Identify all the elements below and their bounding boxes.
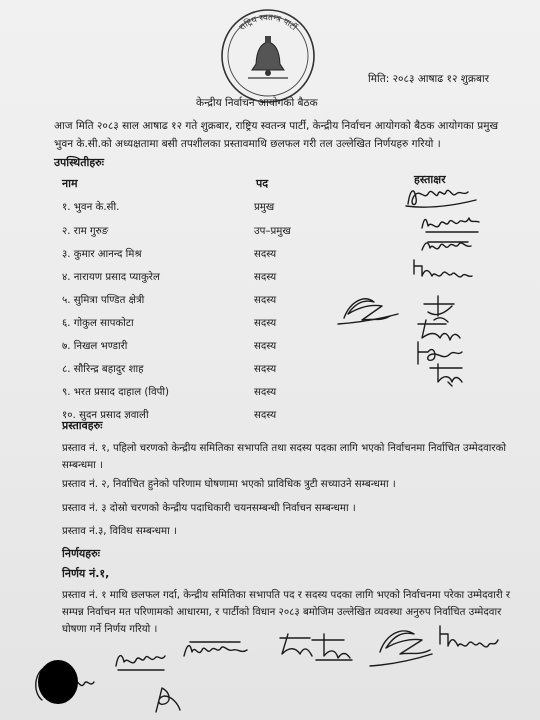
- attendee-name: १. भुवन के.सी.: [62, 202, 120, 213]
- signature-bottom-6: [366, 622, 436, 670]
- signature-bottom-8: [148, 682, 188, 716]
- signature-4: [410, 256, 480, 280]
- attendee-post: उप–प्रमुख: [254, 226, 291, 237]
- attendee-name: ६. गोकुल सापकोटा: [62, 318, 134, 329]
- attendee-post: सदस्य: [254, 341, 277, 352]
- attendees-label: उपस्थितीहरुः: [54, 156, 104, 169]
- signature-2: [418, 212, 488, 234]
- svg-text:राष्ट्रिय स्वतन्त्र पार्टी: राष्ट्रिय स्वतन्त्र पार्टी: [237, 12, 299, 33]
- signature-1: [404, 182, 484, 210]
- proposal-item: प्रस्ताव नं. ३ दोस्रो चरणको केन्द्रीय पदाधिकारी चयनसम्बन्धी निर्वाचन सम्बन्धमा ।: [62, 503, 356, 514]
- attendee-post: प्रमुख: [254, 202, 275, 213]
- proposals-label: प्रस्तावहरुः: [62, 419, 103, 432]
- attendee-name: १०. सुदन प्रसाद ज्ञवाली: [62, 410, 149, 421]
- meeting-date: मिति: २०८३ आषाढ १२ शुक्रबार: [368, 73, 489, 85]
- decisions-label: निर्णयहरुः: [62, 547, 100, 560]
- attendee-post: सदस्य: [254, 318, 277, 329]
- signature-bottom-1: [28, 644, 108, 708]
- proposal-item: प्रस्ताव नं.३, विविध सम्बन्धमा ।: [62, 526, 177, 537]
- attendee-name: ७. निखल भण्डारी: [62, 341, 128, 352]
- signature-3: [418, 236, 488, 256]
- attendee-post: सदस्य: [254, 249, 277, 260]
- signature-bottom-3: [180, 636, 260, 664]
- attendee-post: सदस्य: [254, 410, 277, 421]
- proposal-item: प्रस्ताव नं. २, निर्वाचित हुनेको परिणाम घोषणामा भएको प्राविधिक त्रुटी सच्याउने सम्बन्धमा ।: [62, 479, 396, 490]
- attendee-name: ४. नारायण प्रसाद प्याकुरेल: [62, 272, 160, 283]
- meeting-heading: केन्द्रीय निर्वाचन आयोगको बैठक: [196, 97, 318, 109]
- name-column-header: नाम: [62, 177, 78, 190]
- attendee-post: सदस्य: [254, 272, 277, 283]
- proposal-item: प्रस्ताव नं. १, पहिलो चरणको केन्द्रीय समितिका सभापति तथा सदस्य पदका लागि भएको निर्वाचनमा निर्वाचित उम्मेदवारको सम्बन्धमा ।: [62, 443, 507, 471]
- signature-9: [424, 362, 474, 388]
- attendee-post: सदस्य: [254, 387, 277, 398]
- attendee-name: ३. कुमार आनन्द मिश्र: [62, 249, 142, 260]
- signature-bottom-7: [436, 622, 506, 656]
- attendee-name: ९. भरत प्रसाद दाहाल (विपी): [62, 387, 170, 398]
- attendee-name: २. राम गुरुङ: [62, 226, 109, 237]
- post-column-header: पद: [256, 177, 269, 190]
- attendee-post: सदस्य: [254, 295, 277, 306]
- attendee-name: ८. सौरिन्द्र बहादुर शाह: [62, 364, 144, 375]
- party-seal-stamp: [218, 6, 318, 106]
- signature-bottom-5: [306, 630, 366, 664]
- decision-number: निर्णय नं.१,: [62, 567, 110, 580]
- attendee-name: ५. सुमित्रा पण्डित क्षेत्री: [62, 295, 145, 306]
- signature-5: [334, 290, 404, 330]
- signature-bottom-2: [112, 646, 172, 676]
- decision-text: प्रस्ताव नं. १ माथि छलफल गर्दा, केन्द्रीय समितिका सभापति पद र सदस्य पदका लागि भएको निर्वाचनमा परेका उम्मेदवारी र सम्पन्न निर्वाचन मत परिणामको आधारमा, र पार्टीको विधान २०८३ बमोजिम उल्लेखित व्यवस्था अनुरुप निर्वाचित उम्मेदवार घोषणा गर्ने निर्णय गरियो ।: [62, 590, 511, 635]
- intro-paragraph: आज मिति २०८३ साल आषाढ १२ गते शुक्रबार, राष्ट्रिय स्वतन्त्र पार्टी, केन्द्रीय निर्वाचन आयोगको बैठक आयोगका प्रमुख भुवन के.सी.को अध्यक्षतामा बसी तपशीलका प्रस्तावमाथि छलफल गरी तल उल्लेखित निर्णयहरु गरियो ।: [54, 120, 499, 150]
- attendee-post: सदस्य: [254, 364, 277, 375]
- signature-column-header: हस्ताक्षर: [414, 173, 446, 186]
